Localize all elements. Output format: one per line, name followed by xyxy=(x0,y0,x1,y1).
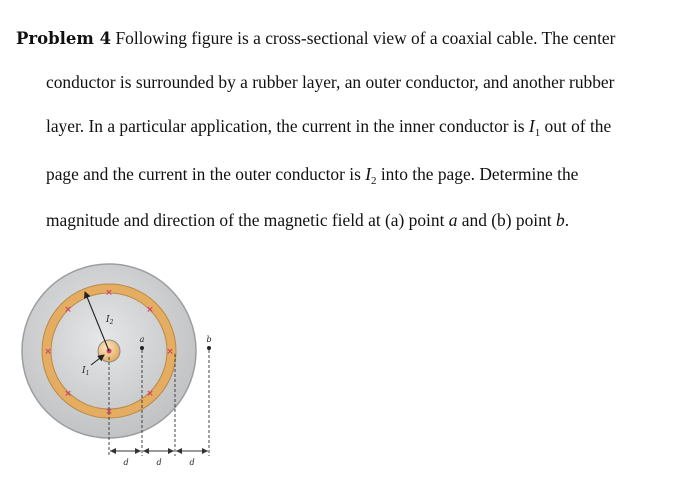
problem-text-5b: and (b) point xyxy=(457,210,556,230)
cross-mark-bottom-left: × xyxy=(64,389,72,399)
cross-mark-left: × xyxy=(44,347,52,357)
problem-text-5a: magnitude and direction of the magnetic field at (a) point xyxy=(46,210,449,230)
point-b-label: b xyxy=(206,335,212,344)
coaxial-cable-figure xyxy=(20,262,225,477)
problem-line-3 xyxy=(46,115,611,140)
problem-line-5 xyxy=(46,209,569,231)
dim-label-1: d xyxy=(123,458,129,467)
cross-mark-top-left: × xyxy=(64,305,72,315)
dim-label-2: d xyxy=(156,458,162,467)
dimension-labels xyxy=(123,458,194,467)
point-a-label: a xyxy=(139,335,145,344)
problem-label: Problem 4 xyxy=(16,29,112,48)
point-a-marker xyxy=(140,346,144,350)
cross-mark-bottom: × xyxy=(105,407,113,417)
problem-line-1 xyxy=(16,27,615,50)
problem-line-4 xyxy=(46,163,578,188)
point-a-symbol: a xyxy=(448,210,458,230)
problem-text-3b: out of the xyxy=(540,116,612,136)
current-i2-symbol: I xyxy=(365,164,371,184)
cross-mark-top: × xyxy=(105,288,113,298)
i1-label: $I_1$ xyxy=(82,366,90,377)
problem-text-2: conductor is surrounded by a rubber layer, an outer conductor, and another rubber xyxy=(46,72,615,92)
problem-text-4a: page and the current in the outer conductor is xyxy=(46,164,366,184)
current-i1-symbol: I xyxy=(528,116,535,136)
problem-line-2 xyxy=(46,71,614,93)
dim-label-3: d xyxy=(189,458,195,467)
current-i2-subscript: 2 xyxy=(371,175,377,187)
problem-text-1: Following figure is a cross-sectional view of a coaxial cable. The center xyxy=(115,28,616,48)
current-i1-subscript: 1 xyxy=(534,127,541,139)
i2-label: $I_2$ xyxy=(106,315,114,326)
problem-text-4b: into the page. Determine the xyxy=(376,164,579,184)
cross-mark-right: × xyxy=(166,347,174,357)
problem-text-3a: layer. In a particular application, the current in the inner conductor is xyxy=(46,116,529,136)
cross-mark-bottom-right: × xyxy=(146,389,154,399)
point-b-marker xyxy=(207,346,211,350)
point-b-symbol: b xyxy=(555,210,565,230)
problem-text-5c: . xyxy=(564,210,570,230)
cross-mark-top-right: × xyxy=(146,305,154,315)
